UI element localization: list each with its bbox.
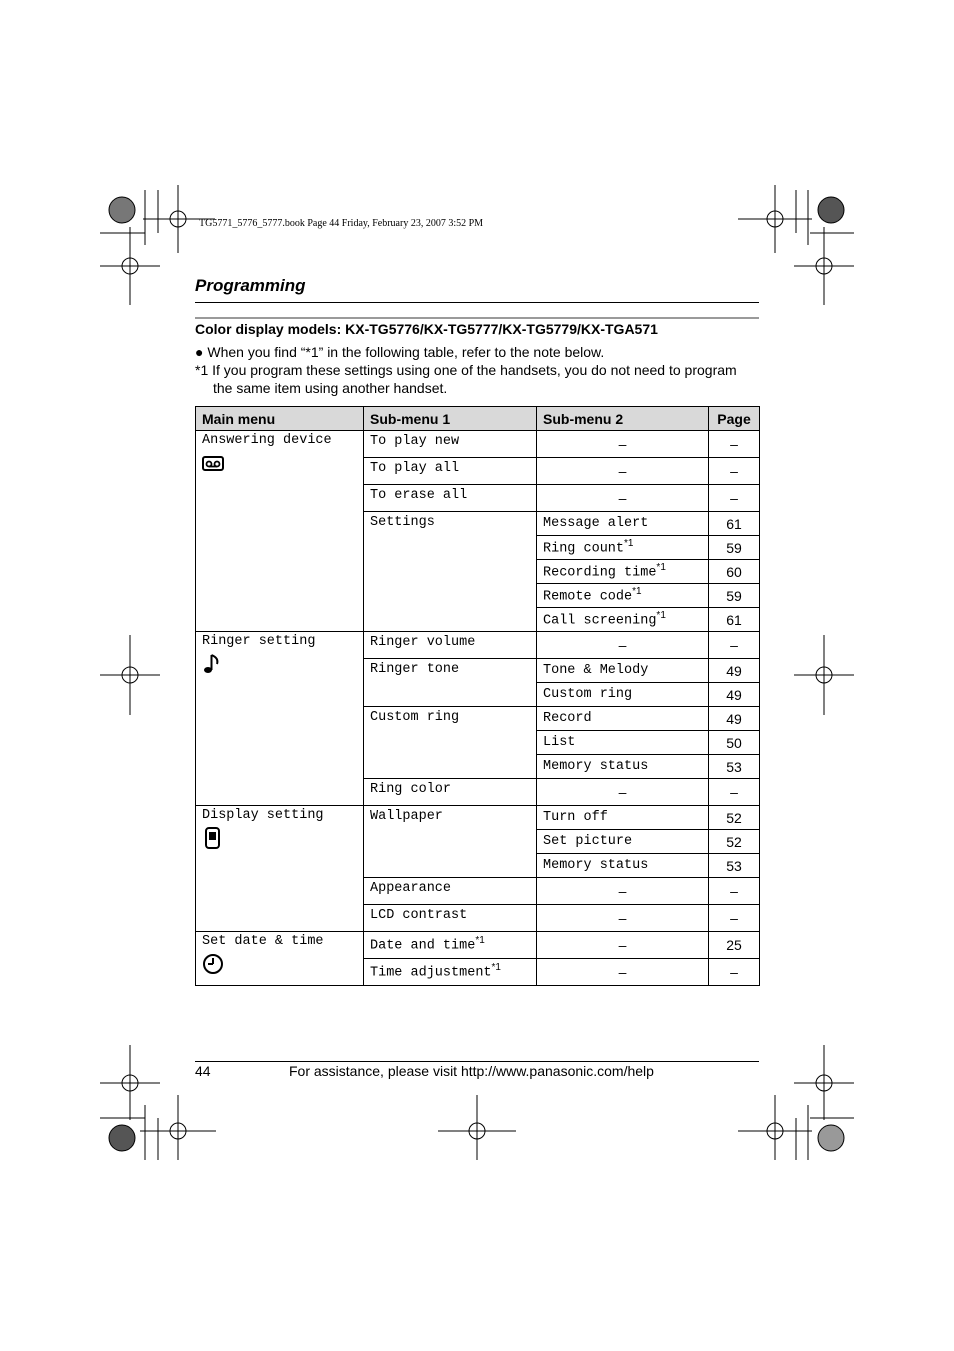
sub-menu-1-cell bbox=[364, 512, 537, 632]
sub-menu-1-cell-text: To play new bbox=[370, 434, 460, 449]
page-cell-text: 53 bbox=[726, 758, 742, 775]
main-menu-label: Display setting bbox=[202, 808, 324, 823]
page-cell-text: – bbox=[730, 910, 738, 926]
clock-icon bbox=[202, 953, 224, 975]
sub-menu-2-cell bbox=[537, 485, 709, 512]
print-header-line: TG5771_5776_5777.book Page 44 Friday, February 23, 2007 3:52 PM bbox=[199, 218, 484, 229]
page-cell bbox=[709, 431, 760, 458]
sub-menu-2-cell bbox=[537, 431, 709, 458]
sub-menu-2-cell bbox=[537, 731, 709, 755]
page-cell bbox=[709, 755, 760, 779]
sub-menu-2-cell bbox=[537, 830, 709, 854]
main-menu-label: Answering device bbox=[202, 433, 332, 448]
sub-menu-2-cell bbox=[537, 536, 709, 560]
sub-menu-1-cell-text: Time adjustment bbox=[370, 965, 492, 981]
sub-menu-2-cell-text: Memory status bbox=[543, 759, 649, 774]
sub-menu-1-cell-text: Date and time bbox=[370, 938, 476, 954]
menu-table bbox=[195, 406, 760, 986]
header-page: Page bbox=[709, 407, 760, 431]
table-row bbox=[196, 632, 760, 659]
bullet-icon: ● bbox=[195, 344, 204, 360]
page-cell-text: 61 bbox=[726, 611, 742, 628]
sub-menu-2-cell-text: Memory status bbox=[543, 858, 649, 873]
subhead-rule bbox=[195, 317, 759, 319]
header-sub-menu-1: Sub-menu 1 bbox=[364, 407, 537, 431]
sub-menu-2-cell bbox=[537, 779, 709, 806]
page-cell bbox=[709, 632, 760, 659]
page-cell-text: 59 bbox=[726, 587, 742, 604]
header-main-menu: Main menu bbox=[196, 407, 364, 431]
answering-device-icon bbox=[202, 452, 224, 474]
table-header-row bbox=[196, 407, 760, 431]
sub-menu-2-cell bbox=[537, 806, 709, 830]
sub-menu-2-cell bbox=[537, 458, 709, 485]
page-cell-text: 25 bbox=[726, 937, 742, 953]
sub-menu-2-cell bbox=[537, 878, 709, 905]
sub-menu-2-cell bbox=[537, 584, 709, 608]
footnote bbox=[195, 361, 759, 397]
page-cell-text: 49 bbox=[726, 662, 742, 679]
sub-menu-1-cell-text: Ring color bbox=[370, 782, 452, 797]
sub-menu-2-cell bbox=[537, 632, 709, 659]
sub-menu-1-cell-text: LCD contrast bbox=[370, 908, 468, 923]
sub-menu-2-cell-text: List bbox=[543, 735, 576, 750]
footnote-marker: *1 bbox=[656, 562, 666, 574]
footnote-marker: *1 bbox=[656, 610, 666, 622]
page-cell-text: 52 bbox=[726, 833, 742, 850]
table-row bbox=[196, 431, 760, 458]
sub-menu-1-cell bbox=[364, 779, 537, 806]
sub-menu-1-cell bbox=[364, 659, 537, 707]
sub-menu-1-cell-text: Ringer volume bbox=[370, 635, 476, 650]
sub-menu-1-cell-text: Wallpaper bbox=[370, 809, 443, 824]
table-row bbox=[196, 932, 760, 959]
page-cell bbox=[709, 485, 760, 512]
page-cell bbox=[709, 458, 760, 485]
sub-menu-2-cell-text: Turn off bbox=[543, 810, 608, 825]
footnote-marker: *1 bbox=[624, 538, 634, 550]
page-cell bbox=[709, 854, 760, 878]
sub-menu-2-cell bbox=[537, 560, 709, 584]
main-menu-cell bbox=[196, 632, 364, 806]
page-cell-text: 52 bbox=[726, 809, 742, 826]
sub-menu-1-cell bbox=[364, 932, 537, 959]
page-cell-text: 49 bbox=[726, 686, 742, 703]
bullet-note bbox=[195, 344, 604, 360]
page-cell bbox=[709, 779, 760, 806]
page-cell bbox=[709, 731, 760, 755]
sub-menu-2-cell-text: Custom ring bbox=[543, 687, 633, 702]
footnote-marker: *1 bbox=[475, 935, 485, 946]
page-cell bbox=[709, 536, 760, 560]
page-cell-text: 50 bbox=[726, 734, 742, 751]
page-cell bbox=[709, 806, 760, 830]
main-menu-cell bbox=[196, 932, 364, 986]
sub-menu-1-cell bbox=[364, 905, 537, 932]
sub-menu-2-cell-text: – bbox=[618, 436, 627, 452]
page-cell bbox=[709, 584, 760, 608]
sub-menu-2-cell-text: – bbox=[618, 910, 627, 926]
page-cell-text: – bbox=[730, 964, 738, 980]
page-cell bbox=[709, 878, 760, 905]
note-marker: *1 bbox=[195, 362, 209, 378]
page-cell bbox=[709, 707, 760, 731]
page-cell bbox=[709, 659, 760, 683]
main-menu-cell bbox=[196, 431, 364, 632]
sub-menu-1-cell bbox=[364, 707, 537, 779]
music-note-icon bbox=[202, 653, 224, 675]
main-menu-label: Set date & time bbox=[202, 934, 324, 949]
page-cell bbox=[709, 905, 760, 932]
sub-menu-1-cell-text: To erase all bbox=[370, 488, 468, 503]
sub-menu-1-cell-text: Custom ring bbox=[370, 710, 460, 725]
sub-menu-2-cell-text: – bbox=[618, 883, 627, 899]
sub-menu-2-cell bbox=[537, 707, 709, 731]
sub-menu-2-cell-text: Record bbox=[543, 711, 592, 726]
sub-menu-2-cell bbox=[537, 512, 709, 536]
section-title: Programming bbox=[195, 276, 306, 295]
page-cell-text: 60 bbox=[726, 563, 742, 580]
footnote-marker: *1 bbox=[632, 586, 642, 598]
sub-menu-2-cell bbox=[537, 755, 709, 779]
sub-menu-2-cell bbox=[537, 959, 709, 986]
page-cell-text: 53 bbox=[726, 857, 742, 874]
page-cell-text: – bbox=[730, 490, 738, 506]
sub-menu-2-cell-text: Remote code bbox=[543, 589, 633, 605]
sub-menu-1-cell bbox=[364, 632, 537, 659]
page-cell-text: 49 bbox=[726, 710, 742, 727]
main-menu-cell bbox=[196, 806, 364, 932]
sub-menu-2-cell-text: – bbox=[618, 637, 627, 653]
sub-menu-2-cell-text: – bbox=[618, 463, 627, 479]
page-cell bbox=[709, 560, 760, 584]
sub-menu-1-cell bbox=[364, 431, 537, 458]
sub-menu-1-cell bbox=[364, 959, 537, 986]
table-row bbox=[196, 806, 760, 830]
page-cell-text: – bbox=[730, 883, 738, 899]
sub-menu-2-cell-text: – bbox=[618, 784, 627, 800]
sub-menu-2-cell-text: Ring count bbox=[543, 541, 625, 557]
footnote-marker: *1 bbox=[491, 962, 501, 973]
footer-text: For assistance, please visit http://www.panasonic.com/help bbox=[289, 1063, 654, 1079]
page-number: 44 bbox=[195, 1063, 211, 1079]
main-menu-label: Ringer setting bbox=[202, 634, 316, 649]
sub-menu-2-cell-text: – bbox=[618, 937, 627, 953]
page-cell bbox=[709, 683, 760, 707]
page-cell bbox=[709, 830, 760, 854]
sub-menu-1-cell bbox=[364, 878, 537, 905]
sub-menu-1-cell bbox=[364, 458, 537, 485]
page-cell bbox=[709, 959, 760, 986]
subheading: Color display models: KX-TG5776/KX-TG5777/KX-TG5779/KX-TGA571 bbox=[195, 321, 658, 337]
page-cell-text: 61 bbox=[726, 515, 742, 532]
sub-menu-2-cell-text: – bbox=[618, 964, 627, 980]
page-cell-text: – bbox=[730, 436, 738, 452]
page-cell bbox=[709, 932, 760, 959]
sub-menu-2-cell-text: Recording time bbox=[543, 565, 657, 581]
page-cell-text: – bbox=[730, 637, 738, 653]
sub-menu-2-cell bbox=[537, 854, 709, 878]
note-line2: the same item using another handset. bbox=[213, 380, 448, 396]
page-cell-text: – bbox=[730, 463, 738, 479]
page-cell bbox=[709, 608, 760, 632]
header-sub-menu-2: Sub-menu 2 bbox=[537, 407, 709, 431]
sub-menu-2-cell-text: Set picture bbox=[543, 834, 633, 849]
note-line1: If you program these settings using one of the handsets, you do not need to program bbox=[212, 362, 737, 378]
title-rule bbox=[195, 302, 759, 303]
sub-menu-1-cell-text: Ringer tone bbox=[370, 662, 460, 677]
bullet-text: When you find “*1” in the following table, refer to the note below. bbox=[207, 344, 605, 360]
sub-menu-1-cell-text: Settings bbox=[370, 515, 435, 530]
sub-menu-2-cell-text: Call screening bbox=[543, 613, 657, 629]
sub-menu-1-cell-text: Appearance bbox=[370, 881, 452, 896]
page-cell-text: 59 bbox=[726, 539, 742, 556]
sub-menu-1-cell bbox=[364, 806, 537, 878]
page-cell-text: – bbox=[730, 784, 738, 800]
sub-menu-1-cell-text: To play all bbox=[370, 461, 460, 476]
footer-rule bbox=[195, 1061, 759, 1062]
sub-menu-2-cell-text: Tone & Melody bbox=[543, 663, 649, 678]
sub-menu-2-cell bbox=[537, 905, 709, 932]
sub-menu-2-cell bbox=[537, 608, 709, 632]
sub-menu-1-cell bbox=[364, 485, 537, 512]
sub-menu-2-cell bbox=[537, 683, 709, 707]
handset-display-icon bbox=[202, 827, 224, 849]
sub-menu-2-cell-text: Message alert bbox=[543, 516, 649, 531]
page-cell bbox=[709, 512, 760, 536]
sub-menu-2-cell-text: – bbox=[618, 490, 627, 506]
sub-menu-2-cell bbox=[537, 659, 709, 683]
sub-menu-2-cell bbox=[537, 932, 709, 959]
